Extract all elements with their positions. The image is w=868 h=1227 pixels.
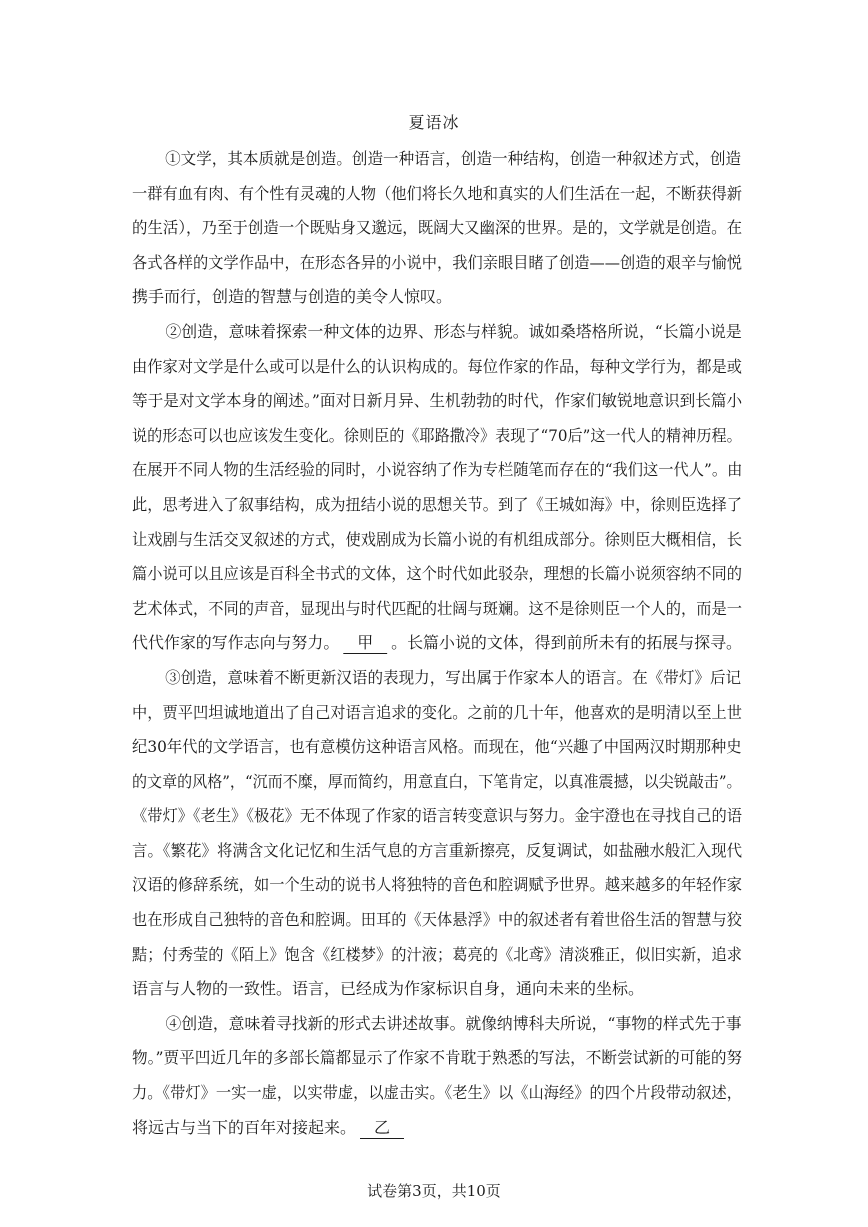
text-line: 纪30年代的文学语言，也有意模仿这种语言风格。而现在，他“兴趣了中国两汉时期那种史 [132,737,742,757]
text-line: 《带灯》《老生》《极花》无不体现了作家的语言转变意识与努力。金宇澄也在寻找自己的语 [132,806,742,826]
text-line: 此，思考进入了叙事结构，成为扭结小说的思想关节。到了《王城如海》中，徐则臣选择了 [132,494,742,514]
fill-blank-yi[interactable]: 乙 [360,1118,404,1139]
text-line: 说的形态可以也应该发生变化。徐则臣的《耶路撒冷》表现了“70后”这一代人的精神历程。 [132,425,742,445]
paragraph-1 [132,142,742,315]
text-line: 艺术体式，不同的声音，显现出与时代匹配的壮阔与斑斓。这不是徐则臣一个人的，而是一 [132,598,742,618]
text-line: 携手而行，创造的智慧与创造的美令人惊叹。 [132,287,453,307]
text-line: 中，贾平凹坦诚地道出了自己对语言追求的变化。之前的几十年，他喜欢的是明清以至上世 [132,702,742,722]
text-line: ②创造，意味着探索一种文体的边界、形态与样貌。诚如桑塔格所说，“长篇小说是 [165,321,742,341]
text-line: 物。”贾平凹近几年的多部长篇都显示了作家不肯耽于熟悉的写法，不断尝试新的可能的努 [132,1048,743,1068]
paragraph-2 [132,315,742,661]
text-line: 等于是对文学本身的阐述。”面对日新月异、生机勃勃的时代，作家们敏锐地意识到长篇小 [132,391,743,411]
text-line: 让戏剧与生活交叉叙述的方式，使戏剧成为长篇小说的有机组成部分。徐则臣大概相信，长 [132,529,742,549]
text-line: 由作家对文学是什么或可以是什么的认识构成的。每位作家的作品，每种文学行为，都是或 [132,356,742,376]
author-name: 夏语冰 [408,113,460,132]
text-line: 汉语的修辞系统，如一个生动的说书人将独特的音色和腔调赋予世界。越来越多的年轻作家 [132,875,742,895]
text-line-with-blank [132,1111,742,1146]
text-line: ④创造，意味着寻找新的形式去讲述故事。就像纳博科夫所说，“事物的样式先于事 [165,1013,742,1033]
text-segment: 将远古与当下的百年对接起来。 [132,1117,357,1137]
text-line: 的文章的风格”，“沉而不糜，厚而简约，用意直白，下笔肯定，以真准震撼，以尖锐敲击”。 [132,771,742,791]
text-line: 一群有血有肉、有个性有灵魂的人物（他们将长久地和真实的人们生活在一起，不断获得新 [132,183,742,203]
page-footer: 试卷第3页，共10页 [367,1182,501,1200]
text-line: ①文学，其本质就是创造。创造一种语言，创造一种结构，创造一种叙述方式，创造 [165,149,742,168]
text-line: 的生活），乃至于创造一个既贴身又邈远，既阔大又幽深的世界。是的，文学就是创造。在 [132,218,743,238]
text-line: 黠；付秀莹的《陌上》饱含《红楼梦》的汁液；葛亮的《北鸢》清淡雅正，似旧实新，追求 [132,944,742,964]
text-line: 力。《带灯》一实一虚，以实带虚，以虚击实。《老生》以《山海经》的四个片段带动叙述， [132,1083,742,1103]
text-line: 在展开不同人物的生活经验的同时，小说容纳了作为专栏随笔而存在的“我们这一代人”。由 [132,460,743,480]
text-line: 也在形成自己独特的音色和腔调。田耳的《天体悬浮》中的叙述者有着世俗生活的智慧与狡 [132,910,742,930]
text-line: ③创造，意味着不断更新汉语的表现力，写出属于作家本人的语言。在《带灯》后记 [165,667,742,687]
text-line: 各式各样的文学作品中，在形态各异的小说中，我们亲眼目睹了创造——创造的艰辛与愉悦 [132,252,742,272]
article-body [132,142,742,1145]
text-line-with-blank [132,626,743,661]
paragraph-4 [132,1007,742,1145]
paragraph-3 [132,661,742,1007]
text-line: 言。《繁花》将满含文化记忆和生活气息的方言重新擦亮，反复调试，如盐融水般汇入现代 [132,840,743,860]
text-segment: 代代作家的写作志向与努力。 [132,633,340,653]
text-line: 篇小说可以且应该是百科全书式的文体，这个时代如此驳杂，理想的长篇小说须容纳不同的 [132,564,742,584]
text-line: 语言与人物的一致性。语言，已经成为作家标识自身，通向未来的坐标。 [132,979,645,999]
fill-blank-jia[interactable]: 甲 [343,633,387,654]
text-segment: 。长篇小说的文体，得到前所未有的拓展与探寻。 [391,633,743,653]
